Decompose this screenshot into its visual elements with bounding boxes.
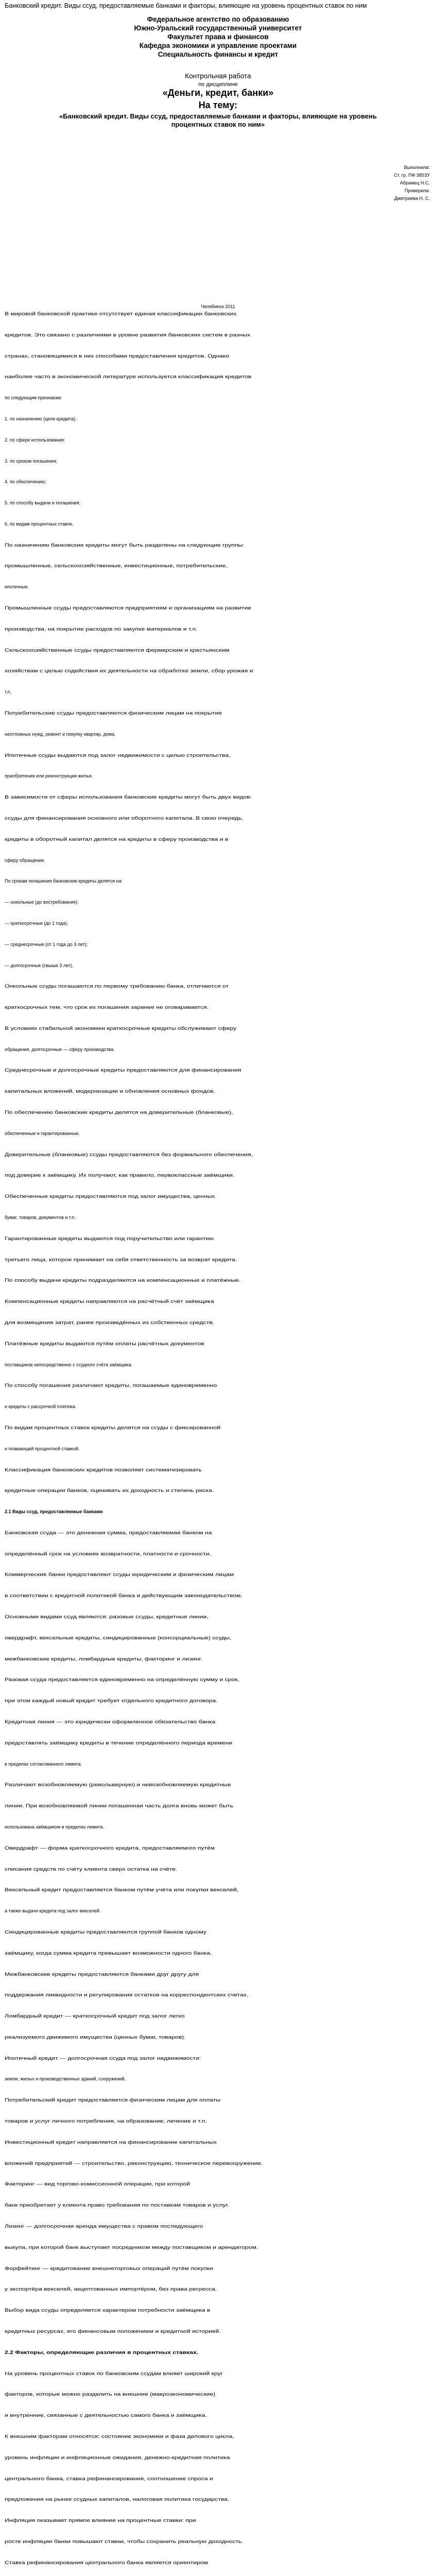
body-line: Факторинг — вид торгово-комиссионной операции, при которой	[5, 2181, 190, 2187]
body-line: Онкольные ссуды погашаются по первому требованию банка, отличаются от	[5, 984, 229, 989]
body-line: По способу погашения различают кредиты, погашаемые единовременно	[5, 1383, 217, 1388]
body-line: а также выдачи кредита под залог векселей.	[5, 1908, 101, 1913]
body-line: росте инфляции банки повышают ставки, чтобы сохранить реальную доходность.	[5, 2539, 243, 2544]
body-line: Инвестиционный кредит направляется на финансирование капитальных	[5, 2140, 217, 2145]
body-line: ипотечные.	[5, 584, 29, 589]
body-line: обеспеченные и гарантированные.	[5, 1131, 80, 1136]
body-line: Различают возобновляемую (револьверную) и невозобновляемую кредитные	[5, 1782, 231, 1787]
body-line: заёмщику, когда сумма кредита превышает возможности одного банка.	[5, 1951, 212, 1956]
body-line: По способу выдачи кредиты подразделяются на компенсационные и платёжные.	[5, 1278, 241, 1283]
body-line: Овердрафт — форма краткосрочного кредита, предоставляемого путём	[5, 1845, 215, 1851]
body-line: и кредиты с рассрочкой платежа.	[5, 1404, 77, 1409]
body-line: промышленные, сельскохозяйственные, инвестиционные, потребительские,	[5, 563, 228, 568]
body-line: кредитных ресурсах, его финансовым положением и кредитной историей.	[5, 2329, 221, 2334]
work-type: Контрольная работа	[185, 72, 251, 80]
body-line: — долгосрочные (свыше 3 лет).	[5, 963, 74, 968]
body-line: По обеспечению банковские кредиты делятся на доверительные (бланковые),	[5, 1110, 233, 1115]
body-line: Межбанковские кредиты предоставляются банками друг другу для	[5, 1972, 199, 1977]
body-line: в пределах согласованного лимита.	[5, 1761, 82, 1767]
body-line: по следующим признакам:	[5, 395, 62, 400]
body-line: 3. по сроком погашения;	[5, 459, 58, 464]
checked-label: Проверила:	[405, 188, 430, 193]
section-heading: 2.1 Виды ссуд, предоставляемые банками	[5, 1509, 103, 1514]
faculty-name: Факультет права и финансов	[167, 33, 269, 41]
city-year: Челябинск 2011	[201, 304, 235, 309]
body-line: производства, на покрытие расходов по закупке материалов и т.п.	[5, 626, 198, 632]
body-line: поддержания ликвидности и регулирования остатков на корреспондентских счетах.	[5, 1992, 249, 1997]
body-line: Выбор вида ссуды определяется характером потребности заёмщика в	[5, 2308, 211, 2313]
body-line: В мировой банковской практике отсутствует единая классификации банковских	[5, 311, 237, 316]
body-line: Лизинг — долгосрочная аренда имущества с правом последующего	[5, 2224, 203, 2229]
topic-line: процентных ставок по ним»	[171, 121, 265, 128]
performed-label: Выполнила:	[404, 165, 430, 170]
body-line: наиболее часто в экономической литературе используется классификация кредитов	[5, 374, 252, 379]
body-line: Кредитная линия — это юридически оформленное обязательство банка	[5, 1719, 216, 1724]
body-line: овердрафт, вексельные кредиты, синдицированные (консорциальные) ссуды,	[5, 1635, 232, 1640]
body-line: Промышленные ссуды предоставляются предприятиям и организациям на развитие	[5, 605, 252, 611]
body-line: предложения на рынке ссудных капиталов, налоговая политика государства.	[5, 2497, 230, 2502]
body-line: По видам процентных ставок кредиты делятся на ссуды с фиксированной	[5, 1425, 221, 1430]
teacher-name: Дмитриева Н. С.	[394, 196, 430, 201]
body-line: сферу обращения.	[5, 858, 45, 863]
body-line: 1. по назначению (цели кредита);	[5, 416, 77, 421]
body-line: Коммерческие банки предоставляют ссуды юридическим и физическим лицам	[5, 1572, 234, 1577]
body-line: списания средств по счёту клиента сверх остатка на счёте.	[5, 1867, 178, 1872]
body-line: у экспортёра векселей, акцептованных импортёром, без права регресса.	[5, 2286, 217, 2292]
agency-name: Федеральное агентство по образованию	[147, 15, 289, 23]
body-line: Платёжные кредиты выдаются путём оплаты расчётных документов	[5, 1341, 204, 1346]
discipline-name: «Деньги, кредит, банки»	[162, 88, 274, 98]
body-line: в соответствии с кредитной политикой банка и действующим законодательством.	[5, 1593, 242, 1598]
body-line: третьего лица, которое принимает на себя ответственность за возврат кредита.	[5, 1257, 237, 1262]
topic-line: «Банковский кредит. Виды ссуд, предоставляемые банками и факторы, влияющие на уровень	[59, 112, 377, 120]
body-line: — краткосрочные (до 1 года);	[5, 921, 68, 926]
body-line: Инфляция оказывает прямое влияние на процентные ставки: при	[5, 2518, 196, 2523]
body-line: хозяйствам с целью содействия их деятельности на обработке земли, сбор урожая и	[5, 668, 253, 673]
body-line: Ипотечный кредит — долгосрочная ссуда под залог недвижимости:	[5, 2056, 201, 2061]
body-line: Среднесрочные и долгосрочные кредиты предоставляются для финансирования	[5, 1067, 241, 1073]
student-group: Ст. гр. ПФ 385ЗУ	[394, 173, 430, 178]
body-line: На уровень процентных ставок по банковским ссудам влияет широкий круг	[5, 2371, 223, 2376]
body-line: По срокам погашения банковские кредиты делятся на:	[5, 878, 123, 884]
body-line: Классификация банковских кредитов позволяет систематизировать	[5, 1467, 202, 1472]
body-line: межбанковские кредиты, ломбардные кредиты, факторинг и лизинг.	[5, 1656, 202, 1662]
body-line: Ипотечные ссуды выдаются под залог недвижимости с целью строительства,	[5, 753, 231, 758]
body-line: 2. по сфере использования;	[5, 437, 65, 443]
document-title: Банковский кредит. Виды ссуд, предоставляемые банками и факторы, влияющие на уровень процентных ставок по ним	[5, 2, 367, 9]
body-line: уровень инфляции и инфляционные ожидания, денежно-кредитная политика	[5, 2455, 230, 2460]
body-line: кредиты в оборотный капитал делятся на кредиты в сферу производства и в	[5, 837, 229, 842]
body-line: Потребительские ссуды предоставляются физическим лицам на покрытие	[5, 710, 222, 716]
body-line: По назначению банковские кредиты могут быть разделены на следующие группы:	[5, 543, 245, 548]
body-line: 4. по обеспечению;	[5, 479, 46, 484]
body-line: Доверительные (бланковые) ссуды предоставляются без формального обеспечения,	[5, 1152, 253, 1157]
body-line: обращения, долгосрочные — сферу производства.	[5, 1047, 115, 1052]
body-line: Вексельный кредит предоставляется банком путём учёта или покупки векселей,	[5, 1887, 239, 1892]
body-line: предоставлять заёмщику кредиты в течение определённого периода времени	[5, 1740, 233, 1745]
body-line: определённый срок на условиях возвратности, платности и срочности.	[5, 1551, 212, 1556]
body-line: выкупа, при которой банк выступает посредником между поставщиком и арендатором.	[5, 2245, 258, 2250]
body-line: линии. При возобновляемой линии погашенная часть долга вновь может быть	[5, 1803, 233, 1808]
body-line: вложений предприятий — строительство, реконструкцию, техническое перевооружение.	[5, 2161, 263, 2166]
body-line: Основными видами ссуд являются: разовые ссуды, кредитные линии,	[5, 1614, 208, 1619]
body-line: — онкольные (до востребования);	[5, 900, 79, 905]
body-line: краткосрочных тем, что срок их погашения заранее не оговаривается.	[5, 1005, 209, 1010]
body-line: Компенсационные кредиты направляются на расчётный счёт заёмщика	[5, 1299, 214, 1304]
body-line: 5. по способу выдачи и погашения;	[5, 500, 80, 505]
discipline-label: по дисциплине	[198, 81, 238, 88]
body-line: 6. по видам процентных ставок.	[5, 521, 74, 527]
body-line: и внутренние, связанные с деятельностью самого банка и заёмщика.	[5, 2413, 207, 2418]
body-line: приобретения или реконструкции жилья.	[5, 773, 93, 778]
body-line: поставщиков непосредственно с ссудного счёта заёмщика.	[5, 1362, 133, 1367]
body-line: бумаг, товаров, документов и т.п.	[5, 1215, 76, 1220]
body-line: факторов, которые можно разделить на внешние (макроэкономические)	[5, 2392, 216, 2397]
body-line: В условиях стабильной экономики краткосрочные кредиты обслуживают сферу	[5, 1026, 237, 1031]
body-line: земли, жилых и производственных зданий, сооружений.	[5, 2076, 126, 2081]
body-line: при этом каждый новый кредит требует отдельного кредитного договора.	[5, 1698, 218, 1703]
body-line: странах, становящимися в них способами предоставления кредитов. Однако	[5, 353, 230, 359]
body-line: Ломбардный кредит — краткосрочный кредит под залог легко	[5, 2013, 185, 2019]
body-line: Разовая ссуда предоставляется единовременно на определённую сумму и срок,	[5, 1677, 240, 1682]
body-line: К внешним факторам относятся: состояние экономики и фаза делового цикла,	[5, 2434, 234, 2439]
body-line: В зависимости от сферы использования банковские кредиты могут быть двух видов:	[5, 794, 252, 800]
body-line: ссуды для финансирования основного или оборотного капитала. В свою очередь,	[5, 816, 243, 821]
body-line: Потребительский кредит предоставляется физическим лицам для оплаты	[5, 2097, 221, 2103]
specialty-name: Специальность финансы и кредит	[158, 50, 278, 58]
body-line: реализуемого движимого имущества (ценных бумаг, товаров).	[5, 2035, 186, 2040]
body-line: Обеспеченные кредиты предоставляются под залог имущества, ценных	[5, 1194, 215, 1199]
body-line: Гарантированные кредиты выдаются под поручительство или гарантию	[5, 1236, 214, 1241]
university-name: Южно-Уральский государственный университет	[134, 24, 302, 32]
body-line: под доверие к заёмщику. Их получают, как правило, первоклассные заёмщики.	[5, 1173, 235, 1178]
topic-label: На тему:	[198, 100, 238, 110]
section-heading: 2.2 Факторы, определяющие различия в процентных ставках.	[5, 2350, 199, 2355]
body-line: товаров и услуг личного потребления, на образование, лечение и т.п.	[5, 2119, 207, 2124]
body-line: центрального банка, ставка рефинансирования, соотношение спроса и	[5, 2476, 213, 2481]
body-line: использована заёмщиком в пределах лимита.	[5, 1824, 104, 1829]
body-line: банк приобретает у клиента право требования по поставкам товаров и услуг.	[5, 2202, 229, 2208]
student-name: Абрамец Н.С.	[399, 180, 430, 185]
body-line: Форфейтинг — кредитование внешнеторговых операций путём покупки	[5, 2266, 214, 2271]
body-line: т.п.	[5, 689, 11, 694]
body-line: кредитов. Это связано с различиями в уровне развития банковских систем в разных	[5, 332, 251, 337]
body-line: Банковская ссуда — это денежная сумма, предоставляемая банком на	[5, 1530, 212, 1535]
body-line: — среднесрочные (от 1 года до 3 лет);	[5, 942, 88, 947]
body-line: неотложных нужд, ремонт и покупку квартир, дома.	[5, 732, 116, 737]
body-line: для возмещения затрат, ранее произведённых из собственных средств.	[5, 1320, 215, 1325]
body-line: Ставка рефинансирования центрального банка является ориентиром	[5, 2560, 208, 2565]
department-name: Кафедра экономики и управление проектами	[139, 42, 297, 49]
body-line: Синдицированные кредиты предоставляются группой банков одному	[5, 1929, 206, 1935]
body-line: и плавающей процентной ставкой.	[5, 1446, 80, 1451]
body-line: Сельскохозяйственные ссуды предоставляются фермерским и крестьянским	[5, 648, 230, 653]
body-line: капитальных вложений, модернизации и обновления основных фондов.	[5, 1089, 215, 1094]
body-line: кредитные операции банков, оценивать их доходность и степень риска.	[5, 1488, 214, 1493]
